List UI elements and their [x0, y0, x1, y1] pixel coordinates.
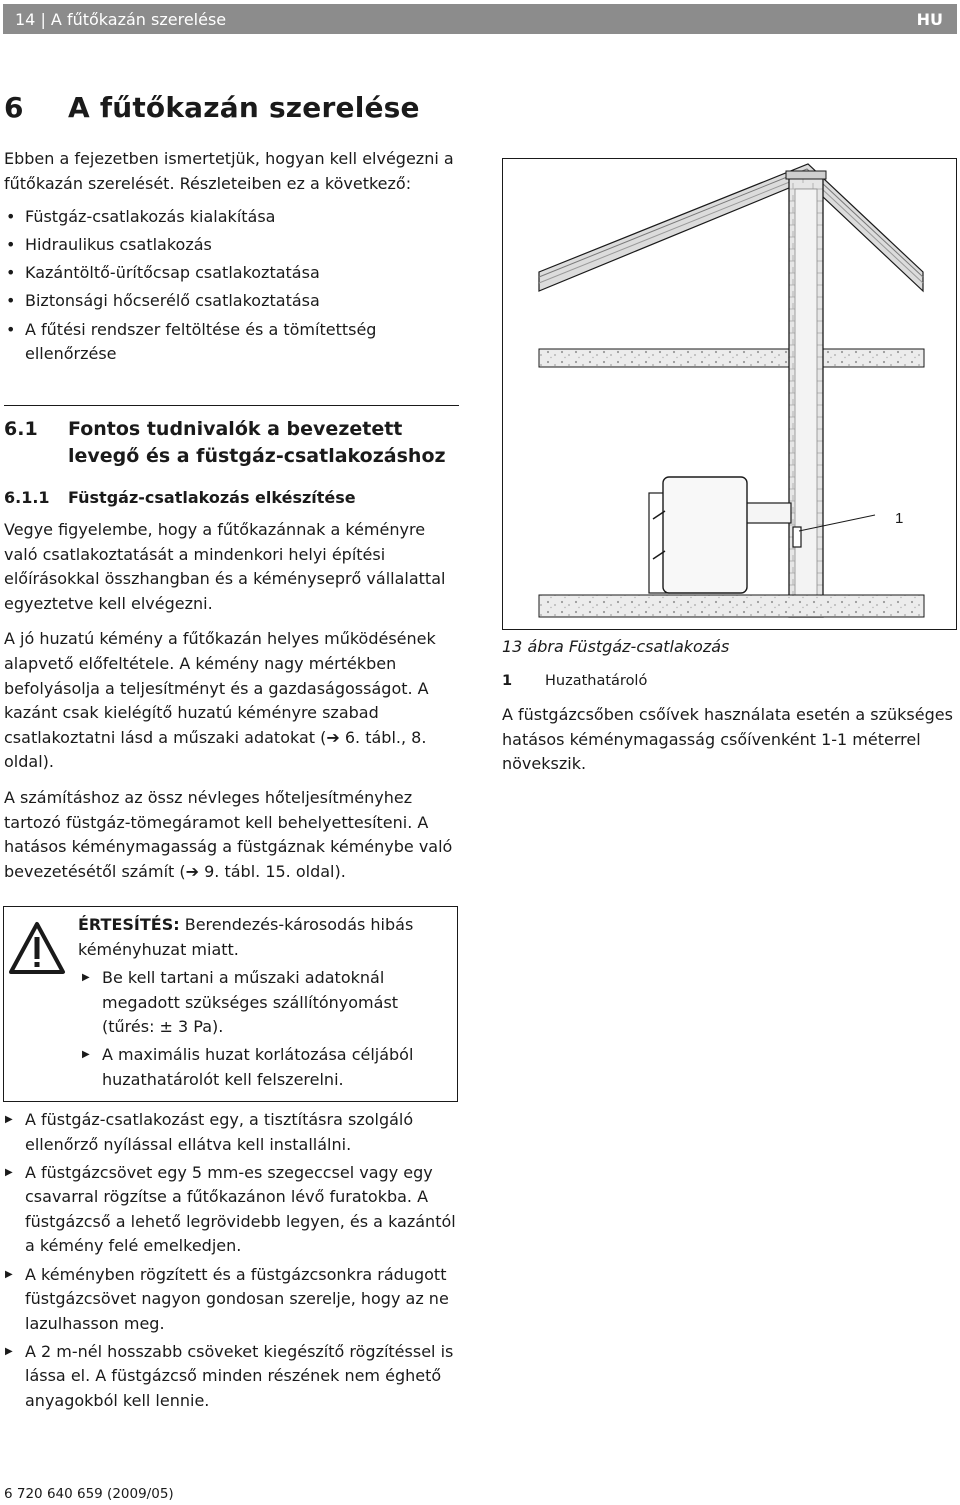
legend-text: Huzathatároló: [545, 673, 648, 689]
section-number: 6.1: [4, 418, 38, 440]
list-item: • Biztonsági hőcserélő csatlakoztatása: [4, 289, 460, 314]
document-number: 6 720 640 659 (2009/05): [4, 1486, 174, 1502]
list-item: • A fűtési rendszer feltöltése és a tömítettség ellenőrzése: [4, 318, 405, 367]
instruction-steps: [4, 1108, 460, 1414]
section-divider: [4, 405, 459, 406]
subsection-title: Füstgáz-csatlakozás elkészítése: [68, 488, 356, 507]
flue-diagram: [503, 159, 957, 630]
paragraph: A jó huzatú kémény a fűtőkazán helyes működésének alapvető előfeltétele. A kémény nagy mértékben befolyásolja a teljesítményt és a gazdaságosságot. A kazánt csak kielégítő huzatú kéményre szabad csatlakoztatni lásd a műszaki adatokat (➔ 6. tábl., 8. oldal).: [4, 629, 436, 772]
step-list: [4, 1108, 460, 1414]
subsection-heading: [4, 488, 356, 507]
list-item: ▶ A kéményben rögzített és a füstgázcsonkra rádugott füstgázcsövet nagyon gondosan szerelje, hogy az ne lazulhasson meg.: [4, 1263, 460, 1337]
list-item: • Hidraulikus csatlakozás: [4, 233, 460, 258]
flue-connection-figure: [502, 158, 957, 630]
paragraph: A számításhoz az össz névleges hőteljesítményhez tartozó füstgáz-tömegáramot kell behelyettesíteni. A hatásos kéménymagasság a füstgáznak kéménybe való bevezetésétől számít (➔ 9. tábl. 15. oldal).: [4, 787, 453, 881]
notice-content: [78, 913, 448, 1093]
intro-block: [4, 147, 460, 367]
body-text: [4, 518, 460, 884]
warning-triangle-icon: [8, 921, 66, 977]
list-item: • Kazántöltő-ürítőcsap csatlakoztatása: [4, 261, 460, 286]
notice-label: ÉRTESÍTÉS:: [78, 915, 180, 934]
section-heading: [4, 416, 458, 470]
notice-text: Berendezés-károsodás hibás kéményhuzat miatt.: [78, 915, 414, 959]
figure-caption: 13 ábra Füstgáz-csatlakozás: [502, 637, 730, 656]
list-item: ▶ A maximális huzat korlátozása céljából huzathatárolót kell felszerelni.: [81, 1043, 448, 1092]
section-title: Fontos tudnivalók a bevezetett levegő és a füstgáz-csatlakozáshoz: [68, 418, 446, 467]
list-item: • Füstgáz-csatlakozás kialakítása: [4, 205, 460, 230]
list-item: ▶ A füstgázcsövet egy 5 mm-es szegeccsel vagy egy csavarral rögzítse a fűtőkazánon lévő furatokba. A füstgázcső a lehető legrövidebb legyen, és a kazántól a kémény felé emelkedjen.: [4, 1161, 460, 1259]
list-item: ▶ A füstgáz-csatlakozást egy, a tisztításra szolgáló ellenőrző nyílással ellátva kell installálni.: [4, 1108, 460, 1157]
notice-box: [3, 906, 458, 1102]
chapter-number: 6: [4, 91, 24, 124]
figure-note: A füstgázcsőben csőívek használata esetén a szükséges hatásos kéménymagasság csőívenként 1-1 méterrel növekszik.: [502, 705, 953, 774]
subsection-number: 6.1.1: [4, 488, 50, 507]
page-header: [3, 4, 957, 34]
header-language: HU: [916, 10, 943, 29]
chapter-heading: [4, 91, 420, 124]
header-page-title: 14 | A fűtőkazán szerelése: [15, 10, 227, 29]
topic-list: [4, 205, 460, 367]
paragraph: Vegye figyelembe, hogy a fűtőkazánnak a kéményre való csatlakoztatását a mindenkori helyi építési előírásokkal összhangban és a kéményseprő vállalattal egyeztetve kell elvégezni.: [4, 520, 446, 613]
chapter-title: A fűtőkazán szerelése: [68, 91, 420, 124]
list-item: ▶ A 2 m-nél hosszabb csöveket kiegészítő rögzítéssel is lássa el. A füstgázcső minden részének nem éghető anyagokból kell lennie.: [4, 1340, 460, 1414]
intro-text: Ebben a fejezetben ismertetjük, hogyan kell elvégezni a fűtőkazán szerelését. Részleteiben ez a következő:: [4, 149, 454, 193]
figure-legend: [502, 673, 647, 689]
notice-list: [81, 966, 448, 1092]
list-item: ▶ Be kell tartani a műszaki adatoknál megadott szükséges szállítónyomást (tűrés: ± 3 Pa).: [81, 966, 448, 1040]
legend-number: 1: [502, 673, 513, 689]
callout-label: 1: [895, 510, 904, 527]
